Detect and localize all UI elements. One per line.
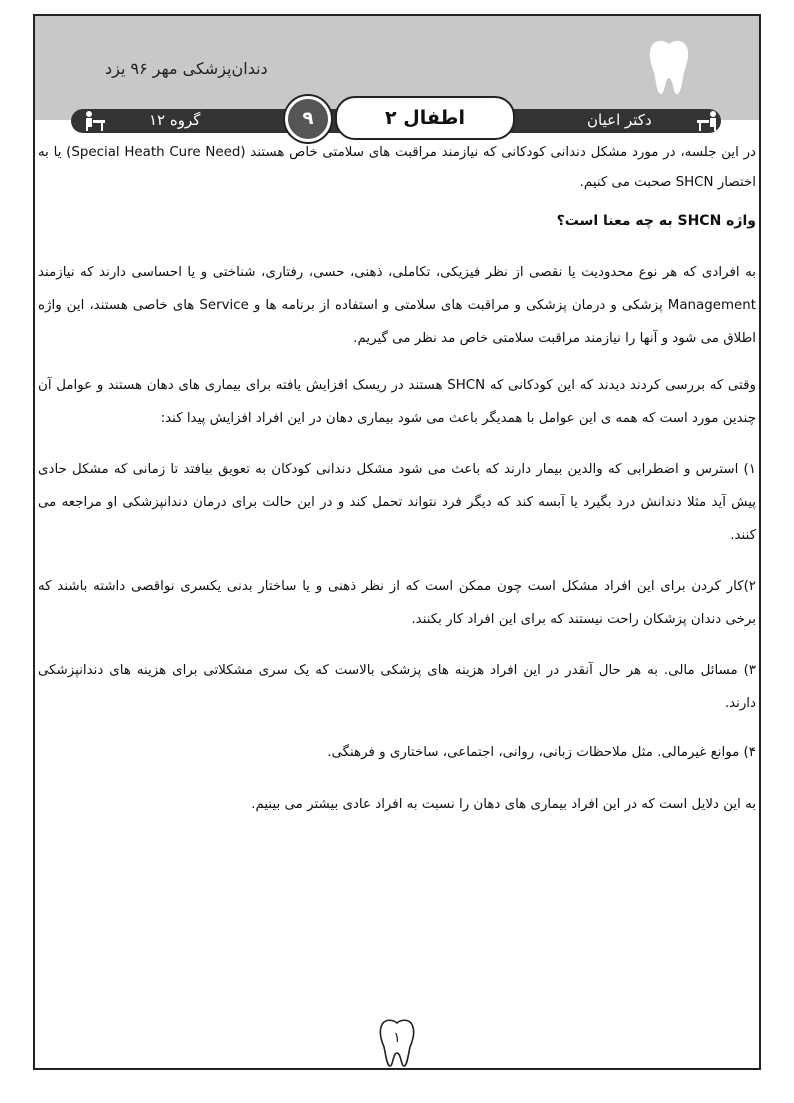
paragraph-definition: به افرادی که هر نوع محدودیت یا نقصی از نظر فیزیکی، تکاملی، ذهنی، حسی، رفتاری، شناختی و یا احساسی دارند که نیازمند Management پزشکی و درمان پزشکی و مراقبت های سلامتی و استفاده از برنامه ها و Service های خاصی هستند، این واژه اطلاق می شود و آنها را نیازمند مراقبت سلامتی خاص مد نظر می گیریم. [38,265,756,346]
session-number-badge: ۹ [285,96,331,142]
section-heading: واژه SHCN به چه معنا است؟ [556,213,756,229]
paragraph-risk: وقتی که بررسی کردند دیدند که این کودکانی که SHCN هستند در ریسک افزایش یافته برای بیماری های دهان هستند و عوامل آن چندین مورد است که همه ی این عوامل با همدیگر باعث می شود بیماری دهان در این افراد افزایش پیدا کند: [38,378,756,426]
person-at-desk-icon [83,110,107,132]
paragraph-conclusion: به این دلایل است که در این افراد بیماری های دهان را نسبت به افراد عادی بیشتر می بینیم. [251,797,756,812]
person-at-desk-icon [695,110,719,132]
paragraph-item-2: ۲)کار کردن برای این افراد مشکل است چون ممکن است که از نظر ذهنی و یا ساختار بدنی یکسری نواقصی داشته باشند که برخی دندان پزشکان راحت نیستند که برای این افراد کار بکنند. [38,579,756,627]
paragraph-intro: در این جلسه، در مورد مشکل دندانی کودکانی که نیازمند مراقبت های سلامتی خاص هستند (Special Heath Cure Need) یا به اختصار SHCN صحبت می کنیم. [38,145,757,190]
page-number: ۱ [393,1030,401,1046]
paragraph-item-4: ۴) موانع غیرمالی. مثل ملاحظات زبانی، روانی، اجتماعی، ساختاری و فرهنگی. [327,745,756,760]
document-body [38,138,756,820]
school-label: دندان‌پزشکی مهر ۹۶ یزد [105,59,268,78]
page-number-tooth [378,1018,416,1072]
paragraph-item-1: ۱) استرس و اضطرابی که والدین بیمار دارند که باعث می شود مشکل دندانی کودکان به تعویق بیافتد تا زمانی که مشکل حادی پیش آید مثلا دندانش درد بگیرد یا آبسه کند که دیگر فرد نتواند تحمل کند و در این حالت برای درمان دندانپزشکی او مراجعه می کنند. [38,462,756,543]
tooth-outline-icon [378,1018,416,1068]
paragraph-item-3: ۳) مسائل مالی. به هر حال آنقدر در این افراد هزینه های پزشکی بالاست که یک سری مشکلاتی برای هزینه های دندانپزشکی دارند. [38,663,756,711]
subject-title: اطفال ۲ [335,96,515,140]
tooth-logo-icon [647,38,691,96]
group-label: گروه ۱۲ [149,111,201,129]
doctor-label: دکتر اعیان [587,111,652,129]
